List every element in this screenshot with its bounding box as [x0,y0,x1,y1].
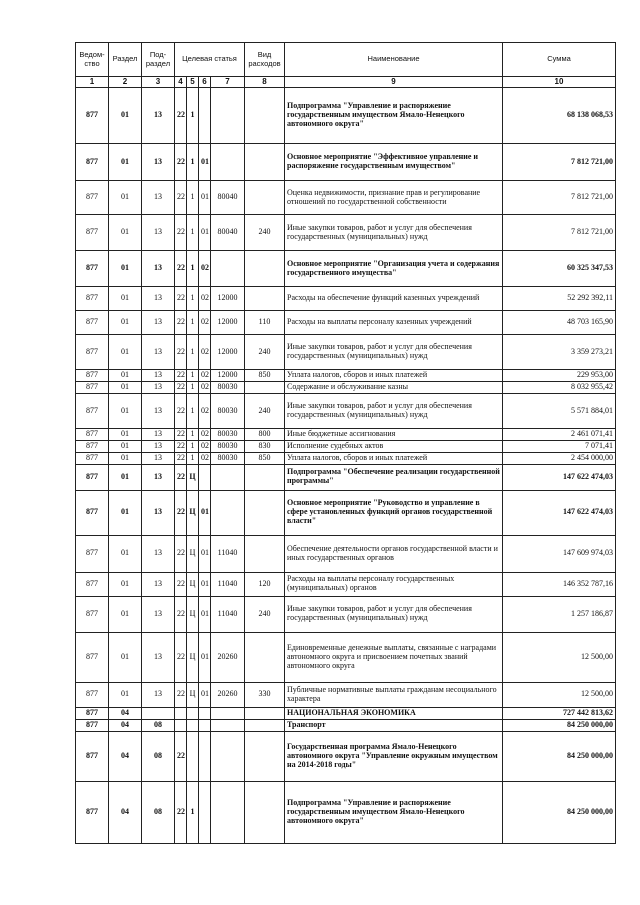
target-a-cell: 22 [175,335,187,370]
section-cell: 01 [109,682,142,707]
section-cell: 01 [109,181,142,215]
column-number-row [76,77,616,88]
target-d-cell: 11040 [211,535,245,572]
expense-type-cell [245,464,285,490]
section-cell: 01 [109,632,142,682]
name-cell: Иные закупки товаров, работ и услуг для обеспечения государственных (муниципальных) нужд [285,215,503,251]
budget-table [75,42,616,844]
sum-cell: 12 500,00 [503,682,616,707]
name-cell: Транспорт [285,719,503,731]
target-c-cell [199,781,211,843]
target-d-cell: 80030 [211,440,245,452]
target-b-cell: 1 [187,394,199,429]
table-row [76,429,616,441]
sum-cell: 7 812 721,00 [503,144,616,181]
target-c-cell: 01 [199,632,211,682]
dept-cell: 877 [76,144,109,181]
sum-cell: 147 622 474,03 [503,464,616,490]
expense-type-cell [245,535,285,572]
table-row [76,287,616,311]
target-c-cell: 01 [199,181,211,215]
target-d-cell [211,490,245,535]
target-c-cell: 02 [199,382,211,394]
header-row [76,43,616,77]
sum-cell: 5 571 884,01 [503,394,616,429]
subsection-cell: 13 [142,632,175,682]
dept-cell: 877 [76,707,109,719]
table-row [76,781,616,843]
sum-cell: 8 032 955,42 [503,382,616,394]
dept-cell: 877 [76,429,109,441]
target-c-cell: 01 [199,144,211,181]
expense-type-cell: 240 [245,596,285,632]
target-c-cell: 01 [199,682,211,707]
subsection-cell: 13 [142,88,175,144]
section-cell: 01 [109,464,142,490]
subsection-cell: 13 [142,382,175,394]
expense-type-cell: 240 [245,215,285,251]
target-a-cell: 22 [175,181,187,215]
table-row [76,394,616,429]
expense-type-cell [245,707,285,719]
target-a-cell: 22 [175,440,187,452]
subsection-cell: 13 [142,440,175,452]
expense-type-cell: 850 [245,370,285,382]
target-b-cell: 1 [187,429,199,441]
dept-cell: 877 [76,572,109,596]
table-row [76,632,616,682]
sum-cell: 7 071,41 [503,440,616,452]
sum-cell: 68 138 068,53 [503,88,616,144]
subsection-cell: 13 [142,311,175,335]
name-cell: Иные закупки товаров, работ и услуг для обеспечения государственных (муниципальных) нужд [285,335,503,370]
target-d-cell [211,251,245,287]
sum-cell: 48 703 165,90 [503,311,616,335]
sum-cell: 7 812 721,00 [503,181,616,215]
target-c-cell: 02 [199,370,211,382]
target-d-cell: 80040 [211,215,245,251]
sum-cell: 2 461 071,41 [503,429,616,441]
target-c-cell: 01 [199,490,211,535]
target-b-cell: Ц [187,535,199,572]
target-b-cell: 1 [187,335,199,370]
column-number: 1 [76,77,109,88]
expense-type-cell: 800 [245,429,285,441]
column-number: 5 [187,77,199,88]
target-b-cell: 1 [187,452,199,464]
target-c-cell: 02 [199,287,211,311]
sum-cell: 12 500,00 [503,632,616,682]
dept-cell: 877 [76,464,109,490]
dept-cell: 877 [76,215,109,251]
subsection-cell: 08 [142,719,175,731]
dept-cell: 877 [76,311,109,335]
dept-cell: 877 [76,370,109,382]
subsection-cell: 13 [142,464,175,490]
subsection-cell: 13 [142,181,175,215]
name-cell: Основное мероприятие "Руководство и управление в сфере установленных функций органов государственной власти" [285,490,503,535]
target-a-cell: 22 [175,144,187,181]
dept-cell: 877 [76,731,109,781]
section-cell: 01 [109,394,142,429]
table-row [76,572,616,596]
sum-cell: 147 622 474,03 [503,490,616,535]
subsection-cell: 13 [142,335,175,370]
name-cell: Государственная программа Ямало-Ненецкого автономного округа "Управление окружным имуществом на 2014-2018 годы" [285,731,503,781]
sum-cell: 727 442 813,62 [503,707,616,719]
section-cell: 01 [109,490,142,535]
header-dept: Ведом-ство [76,43,109,77]
section-cell: 01 [109,335,142,370]
target-a-cell [175,707,187,719]
header-sum: Сумма [503,43,616,77]
target-b-cell: 1 [187,144,199,181]
section-cell: 04 [109,781,142,843]
target-d-cell: 80030 [211,429,245,441]
expense-type-cell [245,731,285,781]
sum-cell: 84 250 000,00 [503,719,616,731]
name-cell: Публичные нормативные выплаты гражданам несоциального характера [285,682,503,707]
expense-type-cell [245,382,285,394]
section-cell: 01 [109,311,142,335]
target-a-cell: 22 [175,394,187,429]
column-number: 2 [109,77,142,88]
name-cell: Уплата налогов, сборов и иных платежей [285,370,503,382]
target-c-cell: 01 [199,215,211,251]
target-c-cell: 02 [199,311,211,335]
sum-cell: 147 609 974,03 [503,535,616,572]
target-b-cell: Ц [187,572,199,596]
table-row [76,682,616,707]
target-b-cell [187,719,199,731]
column-number: 10 [503,77,616,88]
section-cell: 01 [109,88,142,144]
target-c-cell: 02 [199,429,211,441]
sum-cell: 84 250 000,00 [503,731,616,781]
target-d-cell: 20260 [211,632,245,682]
table-body [76,88,616,844]
expense-type-cell [245,490,285,535]
dept-cell: 877 [76,251,109,287]
section-cell: 01 [109,440,142,452]
table-row [76,464,616,490]
target-c-cell: 02 [199,452,211,464]
target-a-cell: 22 [175,429,187,441]
table-row [76,596,616,632]
subsection-cell: 13 [142,144,175,181]
sum-cell: 229 953,00 [503,370,616,382]
target-d-cell: 80030 [211,452,245,464]
target-b-cell: Ц [187,632,199,682]
section-cell: 01 [109,596,142,632]
subsection-cell: 13 [142,370,175,382]
name-cell: Обеспечение деятельности органов государственной власти и иных государственных органов [285,535,503,572]
dept-cell: 877 [76,632,109,682]
target-a-cell: 22 [175,370,187,382]
target-d-cell: 11040 [211,596,245,632]
target-b-cell: 1 [187,215,199,251]
sum-cell: 2 454 000,00 [503,452,616,464]
column-number: 4 [175,77,187,88]
column-number: 9 [285,77,503,88]
target-c-cell: 02 [199,251,211,287]
section-cell: 01 [109,452,142,464]
expense-type-cell: 120 [245,572,285,596]
expense-type-cell: 330 [245,682,285,707]
target-b-cell: 1 [187,781,199,843]
target-b-cell: Ц [187,682,199,707]
target-b-cell: 1 [187,440,199,452]
name-cell: Иные закупки товаров, работ и услуг для обеспечения государственных (муниципальных) нужд [285,596,503,632]
target-a-cell: 22 [175,382,187,394]
table-row [76,144,616,181]
subsection-cell: 13 [142,572,175,596]
target-b-cell: 1 [187,181,199,215]
header-section: Раздел [109,43,142,77]
target-c-cell [199,707,211,719]
dept-cell: 877 [76,781,109,843]
target-b-cell [187,707,199,719]
target-a-cell: 22 [175,572,187,596]
expense-type-cell [245,144,285,181]
header-subsection: Под-раздел [142,43,175,77]
subsection-cell: 08 [142,781,175,843]
column-number: 3 [142,77,175,88]
target-a-cell: 22 [175,490,187,535]
dept-cell: 877 [76,535,109,572]
sum-cell: 146 352 787,16 [503,572,616,596]
header-expense-type: Вид расходов [245,43,285,77]
target-a-cell: 22 [175,682,187,707]
target-d-cell: 12000 [211,311,245,335]
table-row [76,535,616,572]
target-a-cell: 22 [175,311,187,335]
dept-cell: 877 [76,394,109,429]
section-cell: 01 [109,251,142,287]
target-d-cell: 80040 [211,181,245,215]
dept-cell: 877 [76,490,109,535]
subsection-cell: 13 [142,287,175,311]
dept-cell: 877 [76,452,109,464]
sum-cell: 1 257 186,87 [503,596,616,632]
sum-cell: 60 325 347,53 [503,251,616,287]
target-d-cell [211,731,245,781]
name-cell: Расходы на выплаты персоналу казенных учреждений [285,311,503,335]
subsection-cell: 13 [142,429,175,441]
target-b-cell: 1 [187,251,199,287]
target-a-cell: 22 [175,464,187,490]
name-cell: Расходы на выплаты персоналу государственных (муниципальных) органов [285,572,503,596]
sum-cell: 3 359 273,21 [503,335,616,370]
subsection-cell: 13 [142,596,175,632]
table-row [76,181,616,215]
target-c-cell [199,719,211,731]
table-row [76,452,616,464]
target-a-cell: 22 [175,452,187,464]
target-c-cell: 02 [199,440,211,452]
name-cell: Подпрограмма "Управление и распоряжение государственным имуществом Ямало-Ненецкого автономного округа" [285,88,503,144]
budget-table-page [75,42,615,844]
header-name: Наименование [285,43,503,77]
expense-type-cell: 830 [245,440,285,452]
expense-type-cell: 850 [245,452,285,464]
subsection-cell [142,707,175,719]
table-row [76,490,616,535]
header-target: Целевая статья [175,43,245,77]
column-number: 8 [245,77,285,88]
name-cell: Иные бюджетные ассигнования [285,429,503,441]
target-a-cell: 22 [175,781,187,843]
target-c-cell: 01 [199,535,211,572]
dept-cell: 877 [76,181,109,215]
name-cell: Основное мероприятие "Организация учета и содержания государственного имущества" [285,251,503,287]
dept-cell: 877 [76,287,109,311]
dept-cell: 877 [76,382,109,394]
target-a-cell [175,719,187,731]
table-row [76,88,616,144]
target-c-cell: 02 [199,335,211,370]
table-row [76,382,616,394]
section-cell: 01 [109,370,142,382]
name-cell: Расходы на обеспечение функций казенных учреждений [285,287,503,311]
expense-type-cell [245,287,285,311]
dept-cell: 877 [76,335,109,370]
target-a-cell: 22 [175,88,187,144]
expense-type-cell [245,719,285,731]
subsection-cell: 13 [142,535,175,572]
target-b-cell: 1 [187,311,199,335]
table-row [76,440,616,452]
name-cell: НАЦИОНАЛЬНАЯ ЭКОНОМИКА [285,707,503,719]
expense-type-cell [245,781,285,843]
name-cell: Подпрограмма "Обеспечение реализации государственной программы" [285,464,503,490]
column-number: 7 [211,77,245,88]
subsection-cell: 08 [142,731,175,781]
target-a-cell: 22 [175,632,187,682]
target-c-cell: 01 [199,596,211,632]
section-cell: 04 [109,719,142,731]
section-cell: 01 [109,144,142,181]
dept-cell: 877 [76,719,109,731]
target-a-cell: 22 [175,215,187,251]
target-b-cell: Ц [187,596,199,632]
table-row [76,370,616,382]
target-d-cell: 12000 [211,287,245,311]
section-cell: 04 [109,731,142,781]
subsection-cell: 13 [142,682,175,707]
dept-cell: 877 [76,682,109,707]
target-b-cell: 1 [187,370,199,382]
target-c-cell [199,88,211,144]
name-cell: Подпрограмма "Управление и распоряжение государственным имуществом Ямало-Ненецкого автономного округа" [285,781,503,843]
expense-type-cell: 240 [245,394,285,429]
target-b-cell: Ц [187,490,199,535]
table-row [76,335,616,370]
section-cell: 01 [109,215,142,251]
name-cell: Исполнение судебных актов [285,440,503,452]
section-cell: 01 [109,382,142,394]
target-b-cell: Ц [187,464,199,490]
target-d-cell: 11040 [211,572,245,596]
table-row [76,311,616,335]
target-b-cell: 1 [187,287,199,311]
target-d-cell: 80030 [211,394,245,429]
column-number: 6 [199,77,211,88]
section-cell: 01 [109,535,142,572]
target-a-cell: 22 [175,287,187,311]
name-cell: Оценка недвижимости, признание прав и регулирование отношений по государственной собственности [285,181,503,215]
name-cell: Иные закупки товаров, работ и услуг для обеспечения государственных (муниципальных) нужд [285,394,503,429]
target-a-cell: 22 [175,251,187,287]
target-d-cell [211,88,245,144]
section-cell: 01 [109,287,142,311]
section-cell: 01 [109,429,142,441]
name-cell: Уплата налогов, сборов и иных платежей [285,452,503,464]
subsection-cell: 13 [142,490,175,535]
expense-type-cell [245,632,285,682]
table-row [76,719,616,731]
name-cell: Содержание и обслуживание казны [285,382,503,394]
subsection-cell: 13 [142,215,175,251]
target-d-cell: 12000 [211,370,245,382]
target-c-cell [199,731,211,781]
subsection-cell: 13 [142,452,175,464]
table-row [76,731,616,781]
section-cell: 01 [109,572,142,596]
dept-cell: 877 [76,440,109,452]
sum-cell: 52 292 392,11 [503,287,616,311]
target-c-cell [199,464,211,490]
target-a-cell: 22 [175,731,187,781]
target-c-cell: 01 [199,572,211,596]
target-a-cell: 22 [175,596,187,632]
subsection-cell: 13 [142,394,175,429]
subsection-cell: 13 [142,251,175,287]
table-row [76,215,616,251]
dept-cell: 877 [76,596,109,632]
section-cell: 04 [109,707,142,719]
target-d-cell [211,719,245,731]
dept-cell: 877 [76,88,109,144]
target-d-cell [211,781,245,843]
expense-type-cell [245,251,285,287]
expense-type-cell [245,88,285,144]
target-b-cell: 1 [187,88,199,144]
target-d-cell: 20260 [211,682,245,707]
name-cell: Основное мероприятие "Эффективное управление и распоряжение государственным имуществом" [285,144,503,181]
target-d-cell [211,707,245,719]
target-d-cell [211,464,245,490]
target-d-cell [211,144,245,181]
expense-type-cell: 110 [245,311,285,335]
sum-cell: 84 250 000,00 [503,781,616,843]
target-a-cell: 22 [175,535,187,572]
target-c-cell: 02 [199,394,211,429]
expense-type-cell [245,181,285,215]
table-row [76,251,616,287]
target-b-cell [187,731,199,781]
sum-cell: 7 812 721,00 [503,215,616,251]
expense-type-cell: 240 [245,335,285,370]
target-d-cell: 12000 [211,335,245,370]
table-row [76,707,616,719]
target-d-cell: 80030 [211,382,245,394]
target-b-cell: 1 [187,382,199,394]
name-cell: Единовременные денежные выплаты, связанные с наградами автономного округа и присвоением почетных званий автономного округа [285,632,503,682]
